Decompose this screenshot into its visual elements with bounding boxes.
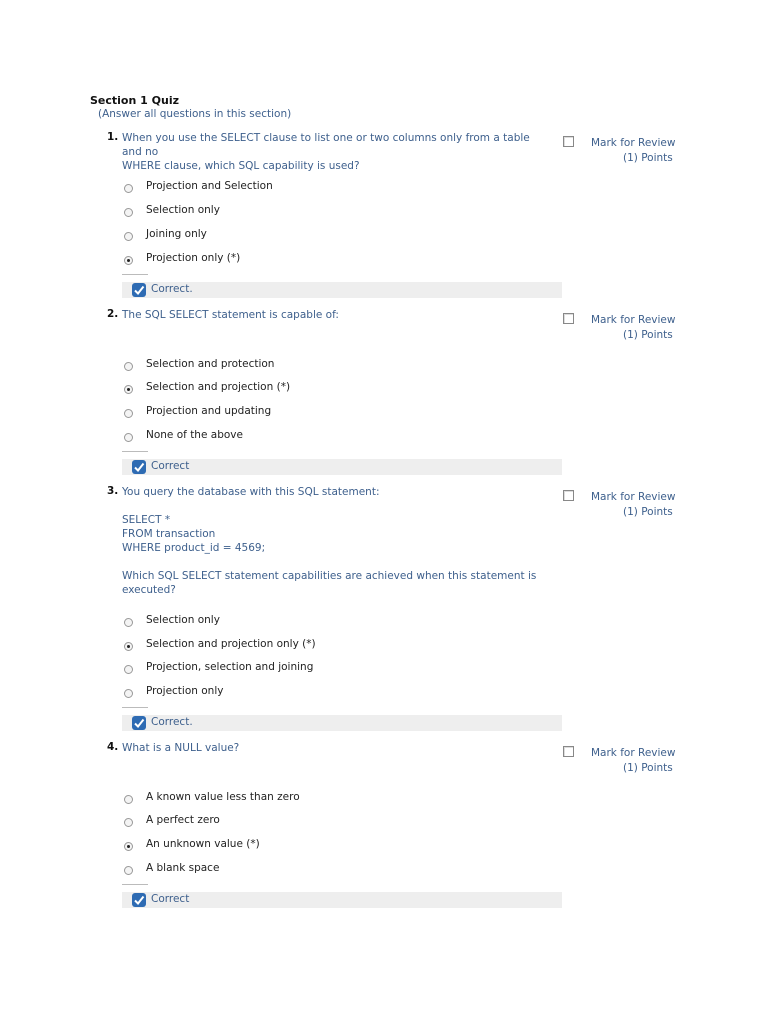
question-text: You query the database with this SQL statement: SELECT * FROM transaction WHERE product_id = 4569; Which SQL SELECT statement capabilities are achieved when this statement is executed? [122,486,537,596]
option-label: Projection and Selection [146,180,273,192]
radio-button[interactable] [124,818,133,827]
radio-button-selected[interactable] [124,842,133,851]
question-text: When you use the SELECT clause to list one or two columns only from a table and no WHERE clause, which SQL capability is used? [122,132,530,172]
radio-button[interactable] [124,866,133,875]
question-text: What is a NULL value? [122,742,240,754]
divider [122,884,148,885]
feedback-label: Correct [151,893,190,905]
check-icon [132,460,146,474]
mark-for-review-checkbox[interactable] [563,313,574,324]
points-label: (1) Points [623,762,673,774]
check-icon [132,283,146,297]
option-label: Selection and protection [146,358,275,370]
option-label: An unknown value (*) [146,838,260,850]
feedback-label: Correct [151,460,190,472]
section-subtitle: (Answer all questions in this section) [98,108,292,120]
feedback-label: Correct. [151,716,193,728]
question-number: 1. [107,131,119,143]
question-number: 2. [107,308,119,320]
option-label: Projection only [146,685,224,697]
check-icon [132,893,146,907]
mark-for-review-label: Mark for Review [591,137,676,149]
radio-button[interactable] [124,618,133,627]
question-number: 3. [107,485,119,497]
option-label: Projection and updating [146,405,272,417]
mark-for-review-label: Mark for Review [591,747,676,759]
option-label: A blank space [146,862,220,874]
question-text: The SQL SELECT statement is capable of: [122,309,339,321]
feedback-bar [122,892,562,908]
option-label: Projection, selection and joining [146,661,314,673]
option-label: A perfect zero [146,814,220,826]
mark-for-review-checkbox[interactable] [563,136,574,147]
radio-button[interactable] [124,362,133,371]
radio-button-selected[interactable] [124,642,133,651]
option-label: Selection and projection only (*) [146,638,316,650]
radio-button[interactable] [124,232,133,241]
points-label: (1) Points [623,329,673,341]
radio-button[interactable] [124,208,133,217]
question-number: 4. [107,741,119,753]
check-icon [132,716,146,730]
mark-for-review-label: Mark for Review [591,314,676,326]
option-label: Selection only [146,204,220,216]
option-label: Projection only (*) [146,252,241,264]
points-label: (1) Points [623,506,673,518]
mark-for-review-label: Mark for Review [591,491,676,503]
radio-button[interactable] [124,409,133,418]
option-label: Selection and projection (*) [146,381,291,393]
option-label: None of the above [146,429,243,441]
section-title: Section 1 Quiz [90,94,179,107]
feedback-bar [122,715,562,731]
divider [122,451,148,452]
radio-button[interactable] [124,184,133,193]
radio-button-selected[interactable] [124,385,133,394]
mark-for-review-checkbox[interactable] [563,746,574,757]
radio-button[interactable] [124,665,133,674]
feedback-bar [122,282,562,298]
feedback-label: Correct. [151,283,193,295]
radio-button-selected[interactable] [124,256,133,265]
option-label: Joining only [146,228,207,240]
feedback-bar [122,459,562,475]
radio-button[interactable] [124,433,133,442]
divider [122,707,148,708]
option-label: Selection only [146,614,220,626]
points-label: (1) Points [623,152,673,164]
option-label: A known value less than zero [146,791,300,803]
divider [122,274,148,275]
radio-button[interactable] [124,795,133,804]
mark-for-review-checkbox[interactable] [563,490,574,501]
radio-button[interactable] [124,689,133,698]
